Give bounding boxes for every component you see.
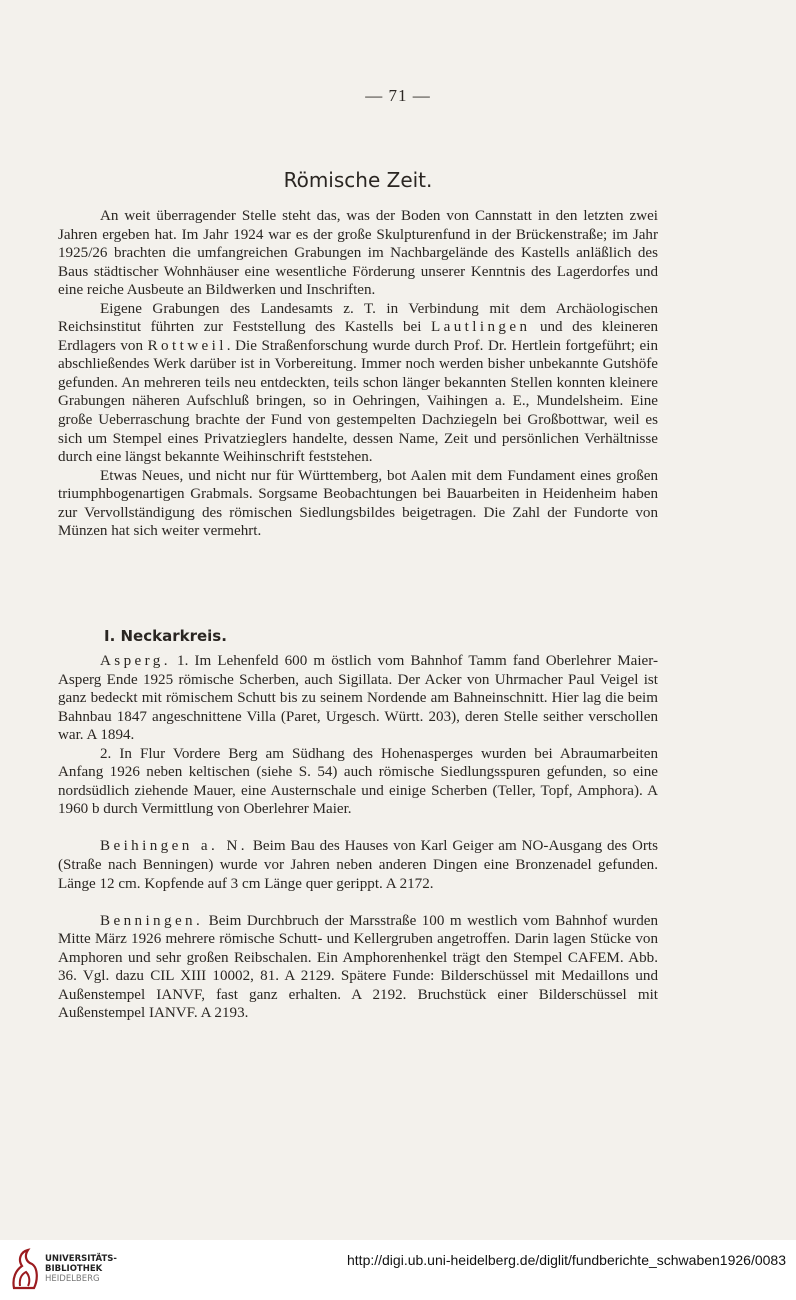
place-rottweil: Rottweil [147, 337, 227, 354]
entry-place: Asperg. [100, 653, 171, 669]
intro-paragraph-1: An weit überragender Stelle steht das, was der Boden von Cannstatt in den letzten zwei Jahren ergeben hat. Im Jahr 1924 war es der große Skulpturenfund in der Brückenstraße; im Jahr 1925/26 brachten die umfangreichen Grabungen im Nachbargelände des Kastells anläßlich des Baus städtischer Wohnhäuser eine wesentliche Förderung unserer Kenntnis des Lagerdorfes und eine reiche Ausbeute an Bildwerken und Inschriften. [58, 208, 658, 299]
entry-asperg-1 [58, 652, 658, 745]
library-logo-icon [10, 1248, 40, 1290]
page-number: — 71 — [365, 86, 431, 105]
entry-asperg-2 [58, 745, 658, 819]
library-line-2: BIBLIOTHEK [45, 1264, 103, 1274]
entry-text: Beim Bau des Hauses von Karl Geiger am NO-Ausgang des Orts (Straße nach Benningen) wurde vor Jahren neben anderen Dingen eine Bronzenadel gefunden. Länge 12 cm. Kopfende auf 3 cm Länge quer gerippt. A 2172. [58, 838, 659, 892]
intro-paragraph-2 [58, 300, 658, 467]
intro-paragraph-2-part-a: Eigene Grabungen des Landesamts z. T. in Verbindung mit dem Archäologischen Reichsinstitut führten zur Feststellung des Kastells bei [58, 300, 658, 336]
intro-text [58, 207, 658, 541]
library-line-3: HEIDELBERG [45, 1274, 100, 1284]
intro-paragraph-2-part-b: und des kleineren Erdlagers von [58, 319, 659, 354]
library-line-1: UNIVERSITÄTS- [45, 1254, 117, 1264]
footer-bar [0, 1240, 796, 1300]
entry-benningen [58, 912, 658, 1023]
chapter-title: Römische Zeit. [283, 168, 433, 192]
intro-paragraph-2-part-c: . Die Straßenforschung wurde durch Prof. Dr. Hertlein fortgeführt; ein abschließendes Werk darüber ist in Vorbereitung. Immer noch werden bisher unbekannte Gutshöfe gefunden. An mehreren teils neu entdeckten, teils schon länger bekannten Stellen konnten kleinere Grabungen näheren Aufschluß bringen, so in Oehringen, Vaihingen a. E., Mundelsheim. Eine große Ueberraschung brachte der Fund von gestempelten Dachziegeln bei Großbottwar, weil es sich um Stempel eines Privatzieglers handelte, dessen Name, Zeit und persönlichen Verhältnisse durch eine längst bekannte Weihinschrift feststehen. [58, 337, 658, 466]
library-name [45, 1254, 117, 1284]
section-heading: I. Neckarkreis. [104, 627, 227, 645]
entry-text: Beim Durchbruch der Marsstraße 100 m westlich vom Bahnhof wurden Mitte März 1926 mehrere römische Schutt- und Kellergruben angetroffen. Darin lagen Stücke von Amphoren und sehr großen Reibschalen. Ein Amphorenhenkel trägt den Stempel CAFEM. Abb. 36. Vgl. dazu CIL XIII 10002, 81. A 2129. Spätere Funde: Bilderschüssel mit Medaillons und Außenstempel IANVF, fast ganz erhalten. A 2192. Bruchstück einer Bilderschüssel mit Außenstempel IANVF. A 2193. [58, 912, 658, 1022]
entry-place: Beihingen a. N. [100, 838, 248, 855]
entry-text: 2. In Flur Vordere Berg am Südhang des Hohenasperges wurden bei Abraumarbeiten Anfang 1926 neben keltischen (siehe S. 54) auch römische Siedlungsspuren gefunden, so eine nordsüdlich ziehende Mauer, eine Austernschale und einige Scherben (Teller, Topf, Amphora). A 1960 b durch Vermittlung von Oberlehrer Maier. [58, 745, 658, 818]
source-url[interactable]: http://digi.ub.uni-heidelberg.de/diglit/fundberichte_schwaben1926/0083 [347, 1252, 786, 1268]
entry-beihingen [58, 837, 658, 893]
place-lautlingen: Lautlingen [431, 319, 531, 336]
entries-text [58, 652, 658, 1023]
entry-place: Benningen. [100, 912, 204, 929]
entry-text: 1. Im Lehenfeld 600 m östlich vom Bahnhof Tamm fand Oberlehrer Maier-Asperg Ende 1925 römische Scherben, auch Sigillata. Der Acker von Uhrmacher Paul Veigel ist ganz bedeckt mit römischem Schutt bis zu seinem Nordende am Bahneinschnitt. Hier lag die beim Bahnbau 1847 angeschnittene Villa (Paret, Urgesch. Württ. 203), deren Stelle seither verschollen war. A 1894. [58, 653, 658, 744]
intro-paragraph-3: Etwas Neues, und nicht nur für Württemberg, bot Aalen mit dem Fundament eines großen triumphbogenartigen Grabmals. Sorgsame Beobachtungen bei Bauarbeiten in Heidenheim haben zur Vervollständigung des römischen Siedlungsbildes beigetragen. Die Zahl der Fundorte von Münzen hat sich weiter vermehrt. [58, 467, 658, 540]
